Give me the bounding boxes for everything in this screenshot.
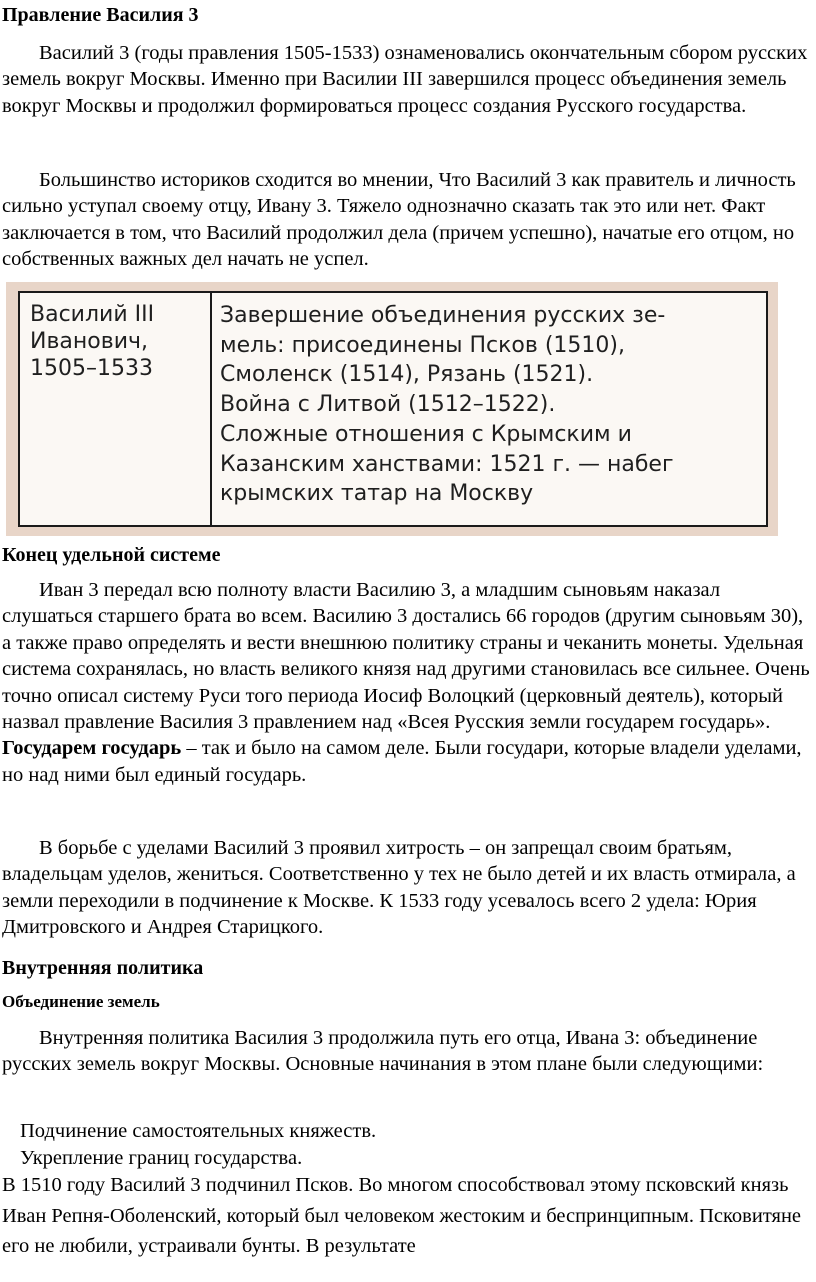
list-item: Укрепление границ государства.: [20, 1147, 303, 1169]
pskov-paragraph: В 1510 году Василий 3 подчинил Псков. Во многом способствовал этому псковский князь Иван Репня-Оболенский, который был человеком жестоким и беспринципным. Псковитяне его не любили, устраивали бунты. В результате: [2, 1174, 802, 1258]
list-item: Подчинение самостоятельных княжеств.: [20, 1120, 377, 1142]
domestic-policy-paragraph: Внутренняя политика Василия 3 продолжила путь его отца, Ивана 3: объединение русских земель вокруг Москвы. Основные начинания в этом плане были следующими:: [2, 1027, 764, 1076]
subheading-land-unification: Объединение земель: [2, 992, 160, 1011]
section-heading-appanage: Конец удельной системе: [2, 544, 221, 566]
textbook-table-image: [6, 282, 778, 536]
appanage-paragraph-2: В борьбе с уделами Василий 3 проявил хитрость – он запрещал своим братьям, владельцам уделов, жениться. Соответственно у тех не было детей и их власть отмирала, а земли переходили в подчинение к Москве. К 1533 году усевалось всего 2 удела: Юрия Дмитровского и Андрея Старицкого.: [2, 837, 796, 939]
bold-phrase: Государем государь: [2, 737, 182, 760]
table-events-cell: Завершение объединения русских зе- мель: присоединены Псков (1510), Смоленск (1514), Рязань (1521). Война с Литвой (1512–1522). Сложные отношения с Крымским и Казанским ханствами: 1521 г. — набег крымских татар на Москву: [220, 303, 674, 507]
table-frame: [18, 291, 768, 527]
intro-paragraph-1: Василий 3 (годы правления 1505-1533) ознаменовались окончательным сбором русских земель вокруг Москвы. Именно при Василии III завершился процесс объединения земель вокруг Москвы и продолжил формироваться процесс создания Русского государства.: [2, 42, 808, 117]
appanage-text-start: Иван 3 передал всю полноту власти Василию 3, а младшим сыновьям наказал слушаться старшего брата во всем. Василию 3 достались 66 городов (другим сыновьям 30), а также право определять и вести внешнюю политику страны и чеканить монеты. Удельная система сохранялась, но власть великого князя над другими становилась все сильнее. Очень точно описал систему Руси того периода Иосиф Волоцкий (церковный деятель), который назвал правление Василия 3 правлением над «Всея Русския земли государем государь».: [2, 579, 810, 734]
table-divider: [210, 293, 212, 525]
section-heading-domestic-policy: Внутренняя политика: [2, 957, 204, 979]
appanage-paragraph-1: [2, 577, 814, 788]
intro-paragraph-2: Большинство историков сходится во мнении, Что Василий 3 как правитель и личность сильно уступал своему отцу, Ивану 3. Тяжело однозначно сказать так это или нет. Факт заключается в том, что Василий продолжил дела (причем успешно), начатые его отцом, но собственных важных дел начать не успел.: [2, 169, 796, 271]
appanage-text-end: – так и было на самом деле. Были государи, которые владели уделами, но над ними был единый государь.: [2, 737, 802, 786]
page-title: Правление Василия 3: [2, 4, 199, 26]
table-ruler-cell: Василий III Иванович, 1505–1533: [30, 302, 155, 381]
